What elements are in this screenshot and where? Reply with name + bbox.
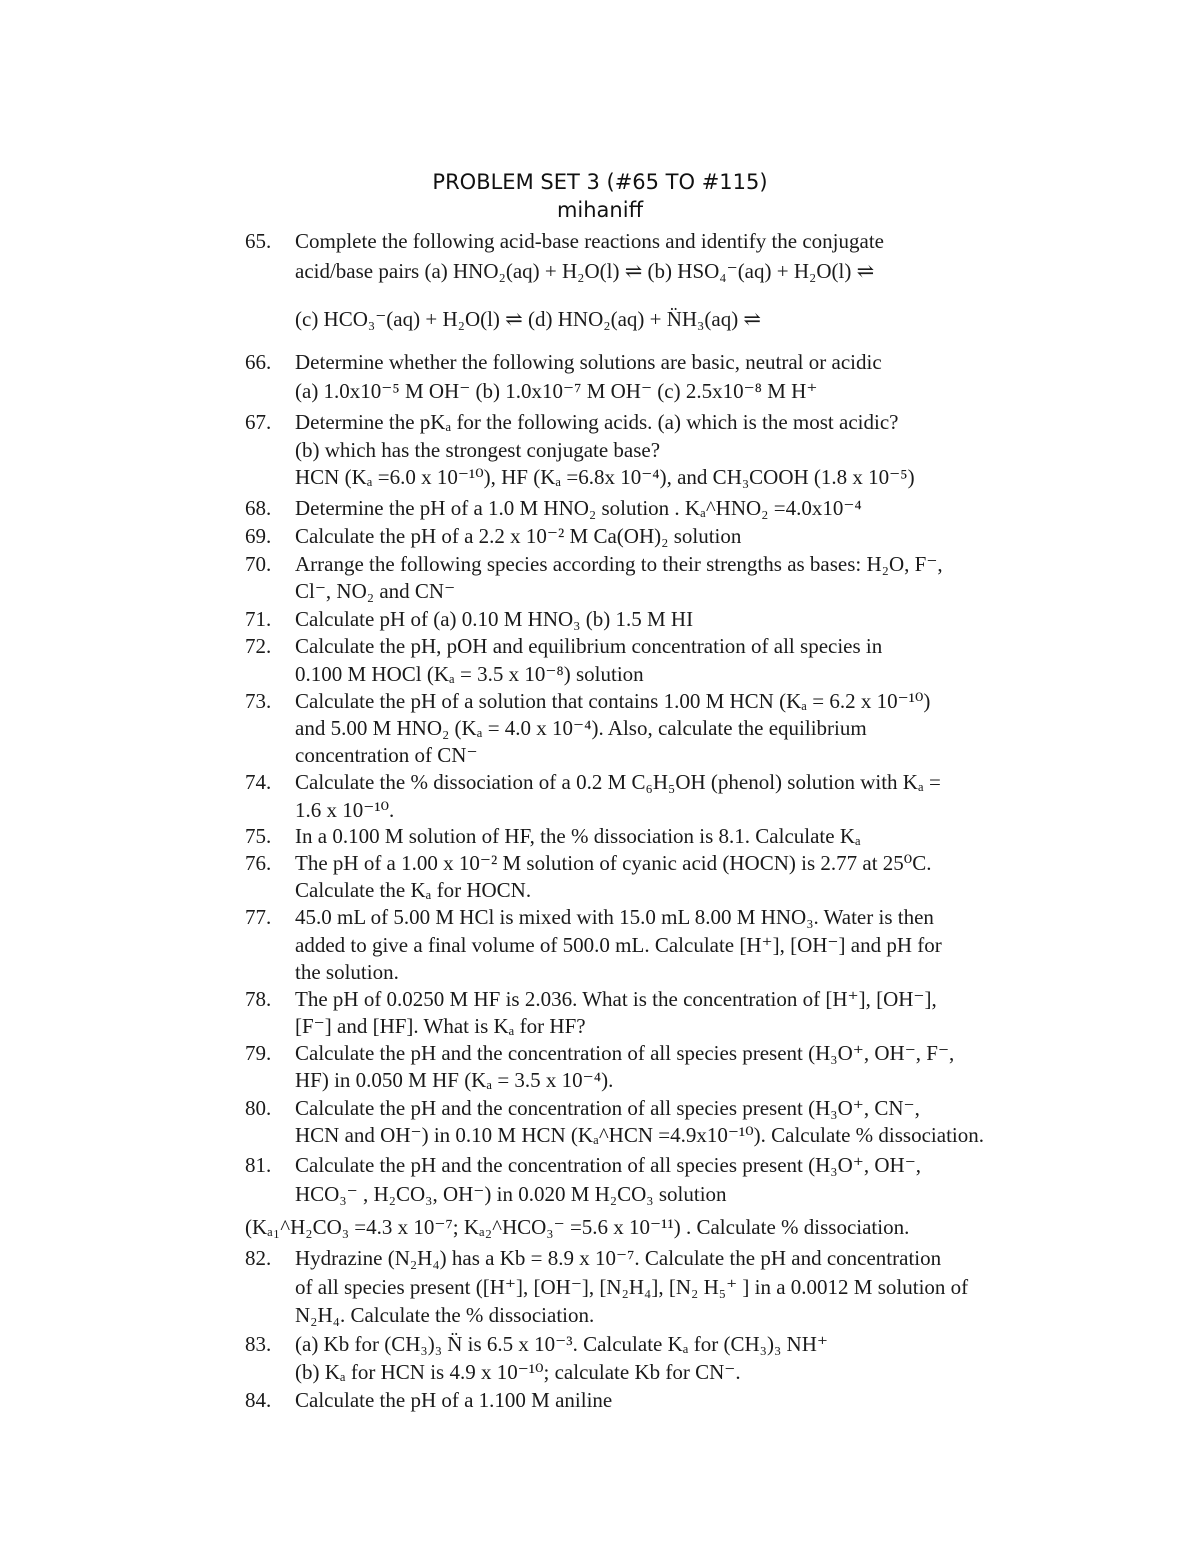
problem-text: In a 0.100 M solution of HF, the % dissociation is 8.1. Calculate Kₐ [295,824,861,848]
problem-text: Determine whether the following solutions are basic, neutral or acidic [295,350,882,374]
problem-number: 74. [245,770,272,794]
problem-text: 0.100 M HOCl (Kₐ = 3.5 x 10⁻⁸) solution [295,662,644,686]
problem-number: 79. [245,1041,272,1065]
problem-number: 68. [245,496,272,520]
problem-text: the solution. [295,960,399,984]
problem-number: 69. [245,524,272,548]
problem-line [0,931,1200,959]
problem-line [0,494,1200,522]
problem-line [0,1121,1200,1149]
problem-line [0,849,1200,877]
problem-text: 45.0 mL of 5.00 M HCl is mixed with 15.0 mL 8.00 M HNO₃. Water is then [295,905,934,929]
problem-text: [F⁻] and [HF]. What is Kₐ for HF? [295,1014,586,1038]
problem-text: of all species present ([H⁺], [OH⁻], [N₂H₄], [N₂ H₅⁺ ] in a 0.0012 M solution of [295,1275,969,1299]
problem-text: Calculate pH of (a) 0.10 M HNO₃ (b) 1.5 M HI [295,607,694,631]
problem-text: Hydrazine (N₂H₄) has a Kb = 8.9 x 10⁻⁷. Calculate the pH and concentration [295,1246,942,1270]
problem-text: The pH of 0.0250 M HF is 2.036. What is the concentration of [H⁺], [OH⁻], [295,987,937,1011]
problem-line [0,822,1200,850]
problem-text: Complete the following acid-base reactions and identify the conjugate [295,229,884,253]
problem-text: The pH of a 1.00 x 10⁻² M solution of cyanic acid (HOCN) is 2.77 at 25⁰C. [295,851,932,875]
problem-text: 1.6 x 10⁻¹⁰. [295,798,395,822]
problem-text: and 5.00 M HNO₂ (Kₐ = 4.0 x 10⁻⁴). Also, calculate the equilibrium [295,716,867,740]
problem-number: 75. [245,824,272,848]
problem-text: concentration of CN⁻ [295,743,478,767]
problem-line [0,1358,1200,1386]
problem-text: (b) Kₐ for HCN is 4.9 x 10⁻¹⁰; calculate Kb for CN⁻. [295,1360,741,1384]
problem-number: 70. [245,552,272,576]
problem-text: Determine the pKₐ for the following acids. (a) which is the most acidic? [295,410,899,434]
problem-number: 80. [245,1096,272,1120]
problem-text: HF) in 0.050 M HF (Kₐ = 3.5 x 10⁻⁴). [295,1068,614,1092]
page-title: PROBLEM SET 3 (#65 TO #115) [432,170,768,194]
problem-text: HCO₃⁻ , H₂CO₃, OH⁻) in 0.020 M H₂CO₃ solution [295,1182,727,1206]
problem-text: acid/base pairs (a) HNO₂(aq) + H₂O(l) ⇌ (b) HSO₄⁻(aq) + H₂O(l) ⇌ [295,259,875,283]
problem-number: 76. [245,851,272,875]
problem-line [0,522,1200,550]
problem-line [0,377,1200,405]
problem-line [0,1244,1200,1272]
problem-text: Calculate the pH and the concentration of all species present (H₃O⁺, OH⁻, F⁻, [295,1041,955,1065]
problem-text: N₂H₄. Calculate the % dissociation. [295,1303,595,1327]
problem-text: Calculate the pH of a 2.2 x 10⁻² M Ca(OH)₂ solution [295,524,742,548]
problem-number: 67. [245,410,272,434]
problem-line [0,1066,1200,1094]
problem-line [0,903,1200,931]
problem-line [0,1039,1200,1067]
problem-text: Determine the pH of a 1.0 M HNO₂ solution . Kₐ^HNO₂ =4.0x10⁻⁴ [295,496,862,520]
problem-line [0,550,1200,578]
problem-line [0,227,1200,255]
problem-line [0,348,1200,376]
problem-number: 78. [245,987,272,1011]
problem-number: 83. [245,1332,272,1356]
problem-line [0,1213,1200,1241]
problem-line [0,632,1200,660]
problem-line [0,958,1200,986]
problem-text: added to give a final volume of 500.0 mL. Calculate [H⁺], [OH⁻] and pH for [295,933,942,957]
problem-text: Calculate the pH and the concentration of all species present (H₃O⁺, OH⁻, [295,1153,922,1177]
problem-number: 66. [245,350,272,374]
problem-line [0,714,1200,742]
problem-number: 84. [245,1388,272,1412]
problem-line [0,436,1200,464]
problem-line [0,796,1200,824]
problem-text: HCN (Kₐ =6.0 x 10⁻¹⁰), HF (Kₐ =6.8x 10⁻⁴), and CH₃COOH (1.8 x 10⁻⁵) [295,465,915,489]
problem-line [0,605,1200,633]
problem-line [0,577,1200,605]
problem-line [0,1301,1200,1329]
problem-number: 72. [245,634,272,658]
problem-line [0,1094,1200,1122]
problem-line [0,1273,1200,1301]
problem-line [0,876,1200,904]
problem-text: Cl⁻, NO₂ and CN⁻ [295,579,456,603]
problem-line [0,463,1200,491]
problem-line [0,257,1200,285]
problem-text: Calculate the pH and the concentration of all species present (H₃O⁺, CN⁻, [295,1096,920,1120]
problem-line [0,408,1200,436]
problem-text: (Kₐ₁^H₂CO₃ =4.3 x 10⁻⁷; Kₐ₂^HCO₃⁻ =5.6 x 10⁻¹¹) . Calculate % dissociation. [245,1215,910,1239]
problem-line [0,985,1200,1013]
problem-text: Calculate the % dissociation of a 0.2 M C₆H₅OH (phenol) solution with Kₐ = [295,770,941,794]
problem-text: (a) 1.0x10⁻⁵ M OH⁻ (b) 1.0x10⁻⁷ M OH⁻ (c) 2.5x10⁻⁸ M H⁺ [295,379,818,403]
problem-number: 81. [245,1153,272,1177]
problem-number: 82. [245,1246,272,1270]
problem-number: 73. [245,689,272,713]
problem-line [0,1386,1200,1414]
problem-text: Calculate the Kₐ for HOCN. [295,878,532,902]
problem-text: Calculate the pH, pOH and equilibrium concentration of all species in [295,634,883,658]
problem-text: Arrange the following species according to their strengths as bases: H₂O, F⁻, [295,552,943,576]
problem-line [0,1151,1200,1179]
problem-line [0,687,1200,715]
problem-line [0,1330,1200,1358]
problem-number: 65. [245,229,272,253]
problem-number: 71. [245,607,272,631]
problem-line [0,768,1200,796]
problem-line [0,741,1200,769]
problem-text: (c) HCO₃⁻(aq) + H₂O(l) ⇌ (d) HNO₂(aq) + N̈H₃(aq) ⇌ [295,307,762,331]
problem-line [0,660,1200,688]
problem-text: Calculate the pH of a solution that contains 1.00 M HCN (Kₐ = 6.2 x 10⁻¹⁰) [295,689,931,713]
problem-line [0,1180,1200,1208]
author-name: mihaniff [556,198,644,222]
problem-text: HCN and OH⁻) in 0.10 M HCN (Kₐ^HCN =4.9x10⁻¹⁰). Calculate % dissociation. [295,1123,985,1147]
problem-line [0,1012,1200,1040]
problem-text: (a) Kb for (CH₃)₃ N̈ is 6.5 x 10⁻³. Calculate Kₐ for (CH₃)₃ NH⁺ [295,1332,828,1356]
problem-text: (b) which has the strongest conjugate base? [295,438,661,462]
problem-line [0,305,1200,333]
problem-text: Calculate the pH of a 1.100 M aniline [295,1388,613,1412]
problem-number: 77. [245,905,272,929]
